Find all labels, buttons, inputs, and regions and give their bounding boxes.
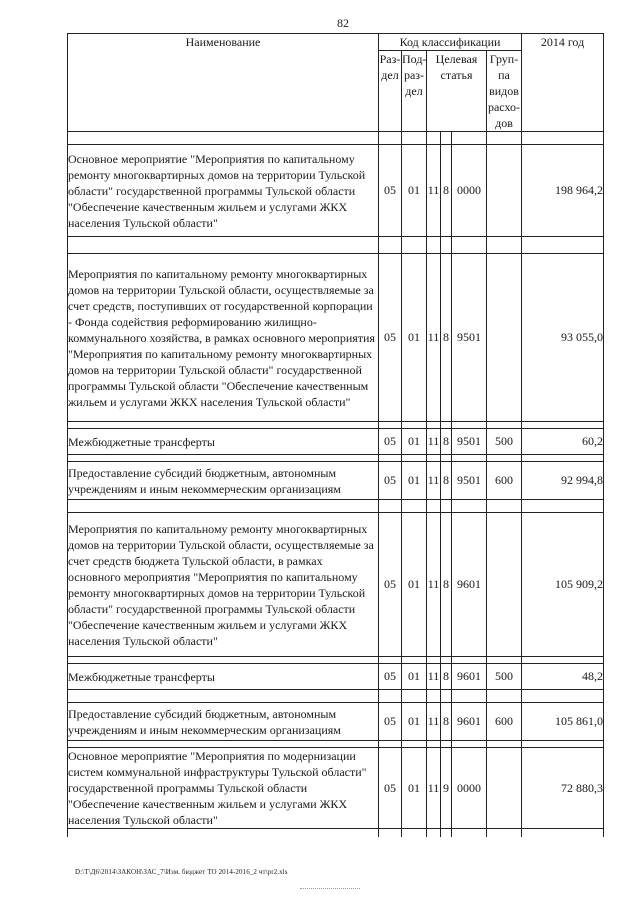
row-razdel: 05 <box>379 513 402 657</box>
row-target-subprogram: 8 <box>441 145 452 237</box>
header-vid: Груп- па видов расхо- дов <box>487 52 521 130</box>
table-row <box>68 513 604 657</box>
row-target-program: 11 <box>427 664 441 690</box>
page-number: 82 <box>337 16 349 30</box>
row-target-subprogram: 8 <box>441 664 452 690</box>
row-podrazdel: 01 <box>402 254 427 422</box>
table-row <box>68 664 604 690</box>
row-expense-type: 500 <box>487 429 522 455</box>
spacer-row <box>68 500 604 513</box>
row-target-direction: 9501 <box>452 254 487 422</box>
row-podrazdel: 01 <box>402 462 427 500</box>
row-expense-type <box>487 145 522 237</box>
row-razdel: 05 <box>379 429 402 455</box>
row-target-program: 11 <box>427 748 441 829</box>
row-amount: 198 964,2 <box>522 145 604 237</box>
header-podrazdel: Под- раз- дел <box>402 51 427 132</box>
row-podrazdel: 01 <box>402 513 427 657</box>
row-name: Предоставление субсидий бюджетным, автономным учреждениям и иным некоммерческим организациям <box>68 703 379 741</box>
table-row <box>68 145 604 237</box>
row-target-direction: 0000 <box>452 748 487 829</box>
spacer-row <box>68 132 604 145</box>
table-row <box>68 462 604 500</box>
row-target-program: 11 <box>427 462 441 500</box>
table-row <box>68 254 604 422</box>
row-razdel: 05 <box>379 703 402 741</box>
row-amount: 92 994,8 <box>522 462 604 500</box>
row-razdel: 05 <box>379 664 402 690</box>
row-razdel: 05 <box>379 254 402 422</box>
row-amount: 105 909,2 <box>522 513 604 657</box>
row-target-program: 11 <box>427 145 441 237</box>
row-name: Межбюджетные трансферты <box>68 664 379 690</box>
row-target-direction: 9501 <box>452 429 487 455</box>
row-razdel: 05 <box>379 748 402 829</box>
row-name: Основное мероприятие "Мероприятия по модернизации систем коммунальной инфраструктуры Тульской области" государственной программы Тульской области "Обеспечение качественным жильем и услугами ЖКХ населения Тульской области" <box>68 748 379 829</box>
row-target-program: 11 <box>427 429 441 455</box>
row-target-direction: 9601 <box>452 513 487 657</box>
row-podrazdel: 01 <box>402 429 427 455</box>
row-target-subprogram: 8 <box>441 254 452 422</box>
spacer-row <box>68 422 604 429</box>
spacer-row <box>68 741 604 748</box>
spacer-row <box>68 690 604 703</box>
header-name: Наименование <box>68 34 379 132</box>
row-target-direction: 9601 <box>452 703 487 741</box>
row-target-subprogram: 8 <box>441 703 452 741</box>
spacer-row <box>68 829 604 838</box>
row-amount: 72 880,3 <box>522 748 604 829</box>
row-target-subprogram: 8 <box>441 462 452 500</box>
row-expense-type <box>487 748 522 829</box>
row-podrazdel: 01 <box>402 748 427 829</box>
row-amount: 105 861,0 <box>522 703 604 741</box>
row-expense-type: 600 <box>487 462 522 500</box>
row-name: Межбюджетные трансферты <box>68 429 379 455</box>
row-name: Мероприятия по капитальному ремонту многоквартирных домов на территории Тульской области, осуществляемые за счет средств, поступивших от государственной корпорации - Фонда содействия реформированию жилищно-коммунального хозяйства, в рамках основного мероприятия "Мероприятия по капитальному ремонту многоквартирных домов на территории Тульской области" государственной программы Тульской области "Обеспечение качественным жильем и услугами ЖКХ населения Тульской области" <box>68 254 379 422</box>
header-razdel: Раз- дел <box>379 51 402 132</box>
footer-rule <box>300 888 360 889</box>
row-expense-type <box>487 513 522 657</box>
row-amount: 93 055,0 <box>522 254 604 422</box>
budget-table <box>67 33 604 837</box>
row-target-subprogram: 8 <box>441 429 452 455</box>
header-target: Целевая статья <box>427 51 487 132</box>
row-target-direction: 9601 <box>452 664 487 690</box>
row-name: Предоставление субсидий бюджетным, автономным учреждениям и иным некоммерческим организациям <box>68 462 379 500</box>
spacer-row <box>68 657 604 664</box>
row-expense-type: 600 <box>487 703 522 741</box>
row-expense-type: 500 <box>487 664 522 690</box>
row-podrazdel: 01 <box>402 664 427 690</box>
spacer-row <box>68 237 604 254</box>
row-razdel: 05 <box>379 462 402 500</box>
row-target-program: 11 <box>427 254 441 422</box>
row-target-direction: 9501 <box>452 462 487 500</box>
row-podrazdel: 01 <box>402 703 427 741</box>
row-amount: 48,2 <box>522 664 604 690</box>
row-amount: 60,2 <box>522 429 604 455</box>
row-target-subprogram: 8 <box>441 513 452 657</box>
row-expense-type <box>487 254 522 422</box>
row-target-direction: 0000 <box>452 145 487 237</box>
row-target-program: 11 <box>427 513 441 657</box>
row-name: Мероприятия по капитальному ремонту многоквартирных домов на территории Тульской области, осуществляемые за счет средств бюджета Тульской области, в рамках основного мероприятия "Мероприятия по капитальному ремонту многоквартирных домов на территории Тульской области" государственной программы Тульской области "Обеспечение качественным жильем и услугами ЖКХ населения Тульской области" <box>68 513 379 657</box>
table-row <box>68 703 604 741</box>
table-row <box>68 429 604 455</box>
row-podrazdel: 01 <box>402 145 427 237</box>
row-target-subprogram: 9 <box>441 748 452 829</box>
spacer-row <box>68 455 604 462</box>
header-year: 2014 год <box>522 34 604 132</box>
row-razdel: 05 <box>379 145 402 237</box>
table-row <box>68 748 604 829</box>
row-name: Основное мероприятие "Мероприятия по капитальному ремонту многоквартирных домов на территории Тульской области" государственной программы Тульской области "Обеспечение качественным жильем и услугами ЖКХ населения Тульской области" <box>68 145 379 237</box>
header-code-group: Код классификации <box>379 34 522 51</box>
file-path-footer: D:\Т\Д6\2014\ЗАКОН\ЗАС_7\Изм. бюджет ТО 2014-2016_2 чт\pr2.xls <box>75 868 288 876</box>
row-target-program: 11 <box>427 703 441 741</box>
